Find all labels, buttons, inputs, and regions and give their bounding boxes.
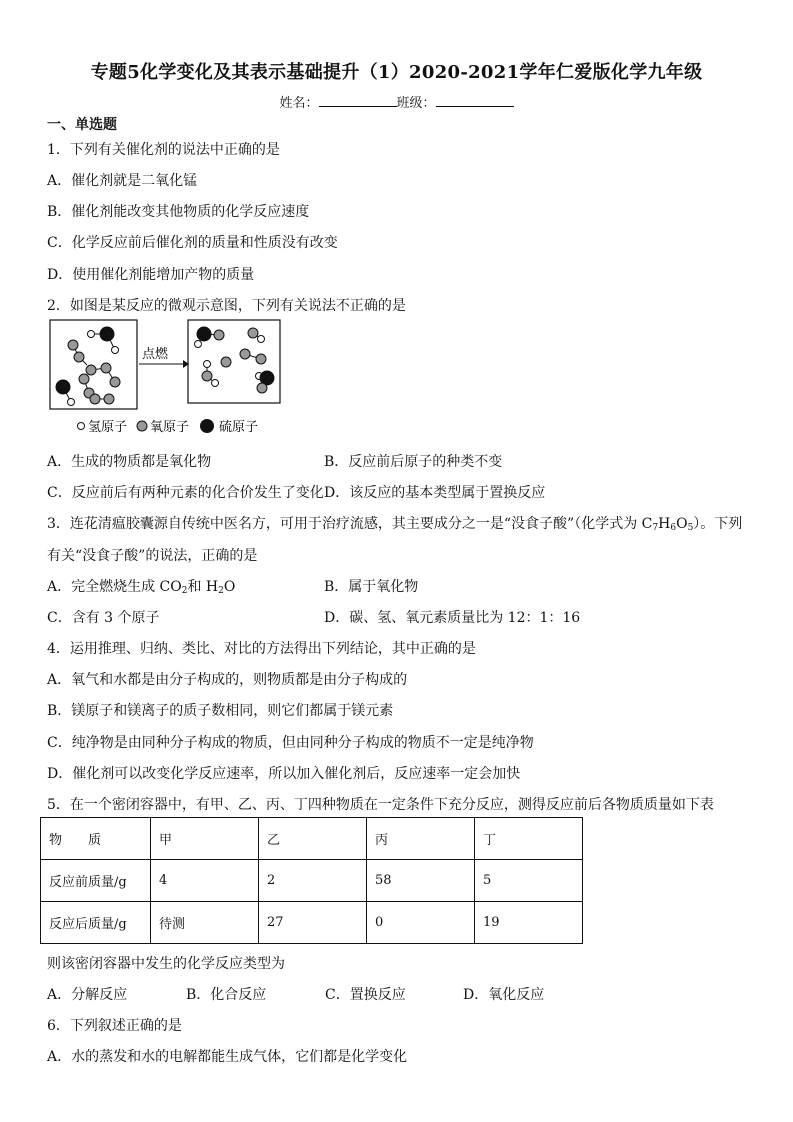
mass-table: [40, 817, 583, 944]
table-cell: 乙: [259, 818, 367, 860]
table-cell: 4: [151, 860, 259, 902]
table-row: [41, 902, 583, 944]
q1-option-a: A．催化剂就是二氧化锰: [47, 173, 198, 189]
q5-option-c: C．置换反应: [325, 987, 406, 1003]
q3-stem-line1: 3．连花清瘟胶囊源自传统中医名方，可用于治疗流感，其主要成分之一是“没食子酸”（化学式为 $C_7H_6O_5$）。下列: [47, 516, 743, 533]
section-title: 一、单选题: [47, 117, 117, 133]
table-cell: 丙: [367, 818, 475, 860]
oxygen-atom: [86, 365, 96, 375]
hydrogen-atom: [204, 361, 211, 368]
legend-sulfur: 硫原子: [219, 420, 259, 435]
table-cell: 反应后质量/g: [41, 902, 151, 944]
q3-stem-line2: 有关“没食子酸”的说法，正确的是: [47, 548, 258, 564]
table-row: [41, 860, 583, 902]
oxygen-atom: [104, 394, 114, 404]
table-cell: 27: [259, 902, 367, 944]
oxygen-atom: [256, 354, 266, 364]
oxygen-atom: [257, 383, 267, 393]
q5-option-a: A．分解反应: [47, 987, 128, 1003]
q5-option-d: D．氧化反应: [463, 987, 545, 1003]
hydrogen-atom: [68, 399, 75, 406]
table-cell: 19: [475, 902, 583, 944]
sulfur-atom: [197, 327, 211, 341]
q4-option-c: C．纯净物是由同种分子构成的物质，但由同种分子构成的物质不一定是纯净物: [47, 735, 534, 751]
hydrogen-legend-icon: [78, 423, 85, 430]
q5-after-text: 则该密闭容器中发生的化学反应类型为: [47, 956, 285, 972]
q2-option-a: A．生成的物质都是氧化物: [47, 454, 212, 470]
q6-option-a: A．水的蒸发和水的电解都能生成气体，它们都是化学变化: [47, 1049, 408, 1065]
reaction-micro-diagram: [49, 318, 289, 444]
q1-stem: 1．下列有关催化剂的说法中正确的是: [47, 142, 280, 158]
hydrogen-atom: [112, 347, 119, 354]
hydrogen-atom: [195, 341, 202, 348]
q1-option-d: D．使用催化剂能增加产物的质量: [47, 267, 255, 283]
legend-oxygen: 氧原子: [150, 420, 190, 435]
table-cell: 5: [475, 860, 583, 902]
table-cell: 0: [367, 902, 475, 944]
q2-option-c: C．反应前后有两种元素的化合价发生了变化: [47, 485, 324, 501]
name-blank[interactable]: [319, 94, 397, 107]
oxygen-atom: [68, 340, 78, 350]
oxygen-atom: [74, 352, 84, 362]
q2-stem: 2．如图是某反应的微观示意图，下列有关说法不正确的是: [47, 298, 406, 314]
sulfur-atom: [100, 327, 114, 341]
class-label: 班级：: [396, 96, 436, 111]
name-label: 姓名：: [279, 96, 319, 111]
q4-option-b: B．镁原子和镁离子的质子数相同，则它们都属于镁元素: [47, 703, 394, 719]
q6-stem: 6．下列叙述正确的是: [47, 1018, 182, 1034]
oxygen-legend-icon: [137, 421, 147, 431]
table-cell: 丁: [475, 818, 583, 860]
table-row: [41, 818, 583, 860]
q3-option-a: A．完全燃烧生成 $CO_2$和 $H_2O$: [47, 579, 236, 596]
sulfur-legend-icon: [200, 419, 214, 433]
legend-hydrogen: 氢原子: [88, 420, 128, 435]
q3-option-b: B．属于氧化物: [324, 579, 419, 595]
oxygen-atom: [221, 357, 231, 367]
table-cell: 待测: [151, 902, 259, 944]
q2-option-d: D．该反应的基本类型属于置换反应: [324, 485, 546, 501]
oxygen-atom: [202, 371, 212, 381]
table-cell: 2: [259, 860, 367, 902]
q1-option-b: B．催化剂能改变其他物质的化学反应速度: [47, 204, 310, 220]
hydrogen-atom: [258, 336, 265, 343]
hydrogen-atom: [88, 331, 95, 338]
hydrogen-atom: [212, 380, 219, 387]
oxygen-atom: [240, 349, 250, 359]
oxygen-atom: [90, 394, 100, 404]
oxygen-atom: [248, 328, 258, 338]
q2-option-b: B．反应前后原子的种类不变: [324, 454, 503, 470]
student-info: [0, 92, 793, 111]
q4-stem: 4．运用推理、归纳、类比、对比的方法得出下列结论，其中正确的是: [47, 641, 476, 657]
table-cell: 反应前质量/g: [41, 860, 151, 902]
table-cell: 58: [367, 860, 475, 902]
class-blank[interactable]: [436, 94, 514, 107]
table-cell: 甲: [151, 818, 259, 860]
q4-option-a: A．氧气和水都是由分子构成的，则物质都是由分子构成的: [47, 672, 408, 688]
oxygen-atom: [79, 374, 89, 384]
document-title: 专题5化学变化及其表示基础提升（1）2020-2021学年仁爱版化学九年级: [90, 62, 703, 83]
atom-legend: [78, 419, 259, 435]
sulfur-atom: [56, 380, 70, 394]
q3-option-d: D．碳、氢、氧元素质量比为 12：1：16: [324, 610, 581, 626]
oxygen-atom: [110, 377, 120, 387]
q5-stem: 5．在一个密闭容器中，有甲、乙、丙、丁四种物质在一定条件下充分反应，测得反应前后各物质质量如下表: [47, 797, 714, 813]
oxygen-atom: [214, 330, 224, 340]
arrow-label: 点燃: [142, 347, 169, 362]
q1-option-c: C．化学反应前后催化剂的质量和性质没有改变: [47, 235, 338, 251]
table-cell: 物 质: [41, 818, 151, 860]
oxygen-atom: [101, 363, 111, 373]
q3-option-c: C．含有 3 个原子: [47, 610, 160, 626]
q5-option-b: B．化合反应: [186, 987, 267, 1003]
q4-option-d: D．催化剂可以改变化学反应速率，所以加入催化剂后，反应速率一定会加快: [47, 766, 521, 782]
